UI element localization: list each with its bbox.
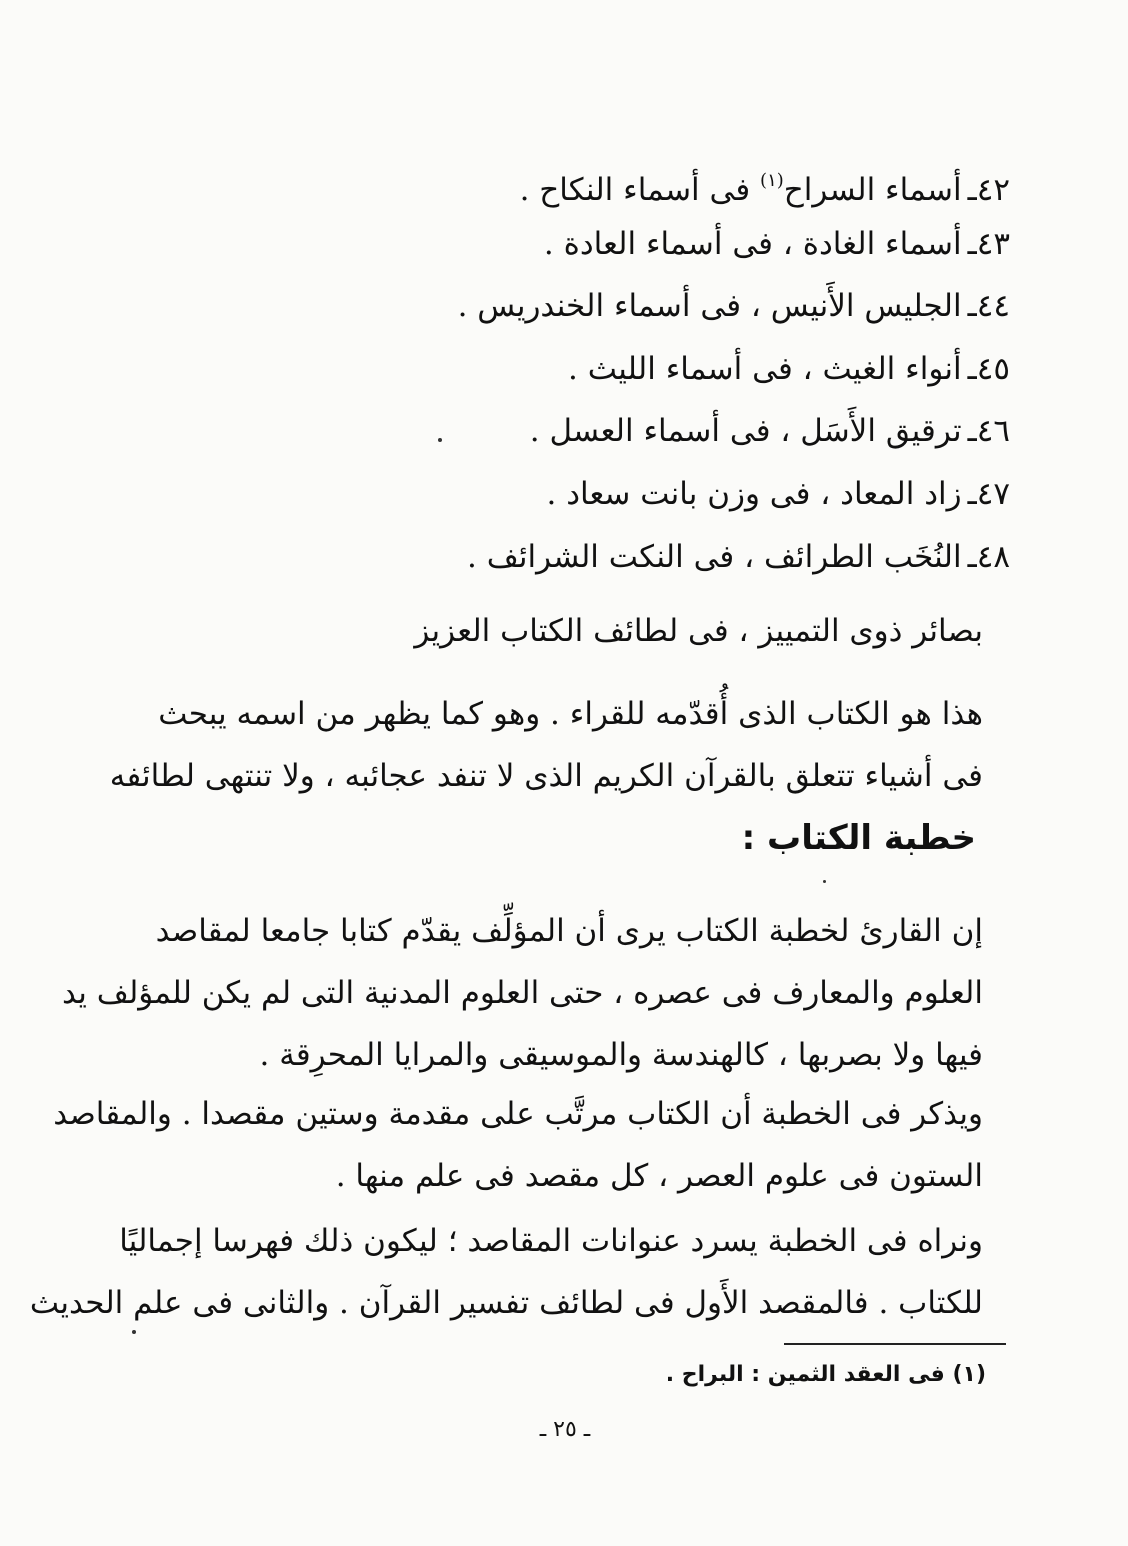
paragraph-line: فى أشياء تتعلق بالقرآن الكريم الذى لا تنفد عجائبه ، ولا تنتهى لطائفه	[109, 758, 983, 794]
list-item-number: ٤٧ـ	[967, 475, 1010, 512]
footnote: (١) فى العقد الثمين : البراح .	[665, 1362, 986, 1387]
paragraph-3	[29, 1210, 983, 1334]
section-title: خطبة الكتاب :	[741, 818, 976, 858]
paragraph-line: للكتاب . فالمقصد الأَول فى لطائف تفسير القرآن . والثانى فى علم الحديث	[29, 1285, 983, 1321]
paragraph-line: إن القارئ لخطبة الكتاب يرى أن المؤلِّف يقدّم كتابا جامعا لمقاصد	[155, 913, 983, 949]
page-number: ـ ٢٥ ـ	[539, 1417, 591, 1442]
paragraph-1	[61, 900, 983, 1086]
list-item-text: زاد المعاد ، فى وزن بانت سعاد .	[546, 475, 962, 512]
list-item-text: أنواء الغيث ، فى أسماء الليث .	[568, 350, 962, 387]
paragraph-line: العلوم والمعارف فى عصره ، حتى العلوم المدنية التى لم يكن للمؤلف يد	[61, 975, 983, 1011]
list-item-number: ٤٨ـ	[967, 538, 1010, 575]
list-item	[310, 463, 1010, 526]
footnote-marker: (١)	[760, 170, 784, 191]
list-item	[310, 338, 1010, 401]
list-item	[310, 400, 1010, 463]
list-item-number: ٤٣ـ	[967, 225, 1010, 262]
list-item-text: أسماء السراح	[783, 172, 962, 208]
speck	[438, 438, 442, 442]
speck	[132, 1330, 136, 1334]
list-item	[310, 275, 1010, 338]
list-item-text: الجليس الأَنيس ، فى أسماء الخندريس .	[457, 288, 962, 325]
list-item-text: ترقيق الأَسَل ، فى أسماء العسل .	[529, 413, 962, 450]
list-item	[310, 213, 1010, 276]
paragraph-line: الستون فى علوم العصر ، كل مقصد فى علم منها .	[335, 1158, 983, 1194]
list-item-text-cont: فى أسماء النكاح .	[519, 172, 761, 208]
list-item-number: ٤٤ـ	[967, 288, 1010, 325]
intro-paragraph	[109, 683, 983, 807]
paragraph-line: فيها ولا بصربها ، كالهندسة والموسيقى والمرايا المحرِقة .	[259, 1037, 983, 1073]
list-item-number: ٤٥ـ	[967, 350, 1010, 387]
list-item-number: ٤٦ـ	[967, 413, 1010, 450]
list-item	[310, 526, 1010, 589]
footnote-divider	[784, 1343, 1006, 1345]
paragraph-line: هذا هو الكتاب الذى أُقدّمه للقراء . وهو كما يظهر من اسمه يبحث	[158, 696, 983, 732]
list-item-text: النُخَب الطرائف ، فى النكت الشرائف .	[467, 538, 962, 575]
list-item-number: ٤٢ـ	[967, 172, 1010, 208]
list-item-text: أسماء الغادة ، فى أسماء العادة .	[543, 225, 962, 262]
speck	[823, 880, 826, 883]
paragraph-line: ويذكر فى الخطبة أن الكتاب مرتَّب على مقدمة وستين مقصدا . والمقاصد	[53, 1096, 983, 1132]
paragraph-2	[53, 1083, 983, 1207]
book-titles-list	[310, 150, 1010, 588]
paragraph-line: ونراه فى الخطبة يسرد عنوانات المقاصد ؛ ليكون ذلك فهرسا إجماليًا	[119, 1223, 983, 1259]
book-title-heading: بصائر ذوى التمييز ، فى لطائف الكتاب العزيز	[414, 613, 983, 649]
list-item	[310, 150, 1010, 213]
